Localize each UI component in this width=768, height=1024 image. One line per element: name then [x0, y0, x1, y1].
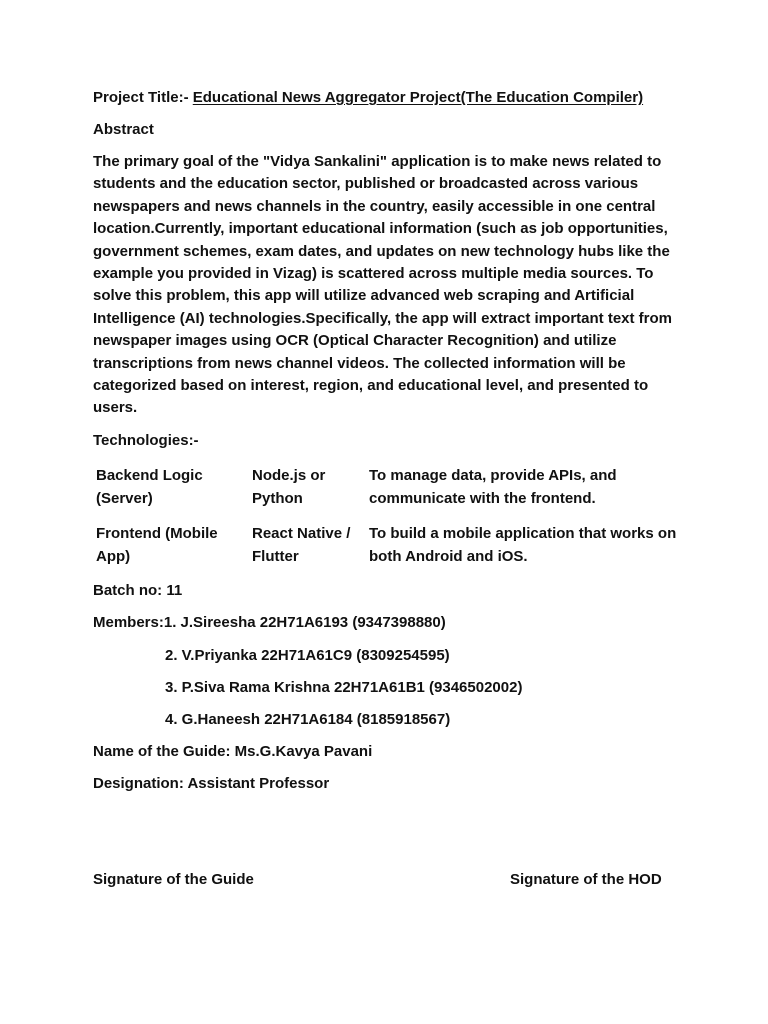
signature-hod: Signature of the HOD [510, 871, 662, 888]
project-title [93, 89, 643, 106]
signature-guide: Signature of the Guide [93, 871, 254, 888]
batch-number: Batch no: 11 [93, 582, 183, 599]
abstract-text: The primary goal of the "Vidya Sankalini" application is to make news related to students and the education sector, published or broadcasted across various newspapers and news channels in the country, easily accessible in one central location.Currently, important educational information (such as job opportunities, government schemes, exam dates, and updates on new technology hubs like the example you provided in Vizag) is scattered across multiple media sources. To solve this problem, this app will utilize advanced web scraping and Artificial Intelligence (AI) technologies.Specifically, the app will extract important text from newspaper images using OCR (Optical Character Recognition) and utilize transcriptions from news channel videos. The collected information will be categorized based on interest, region, and educational level, and presented to users. [93, 153, 673, 417]
table-cell-tech: Node.js or Python [252, 467, 326, 507]
member-item: 4. G.Haneesh 22H71A6184 (8185918567) [165, 711, 451, 728]
table-cell-purpose: To build a mobile application that works on both Android and iOS. [369, 525, 677, 565]
member-item: 2. V.Priyanka 22H71A61C9 (8309254595) [165, 647, 450, 664]
abstract-heading: Abstract [93, 121, 154, 138]
project-title-label: Project Title:- [93, 89, 193, 106]
guide-name: Name of the Guide: Ms.G.Kavya Pavani [93, 743, 373, 760]
project-title-value: Educational News Aggregator Project(The Education Compiler) [192, 89, 644, 106]
guide-designation: Designation: Assistant Professor [93, 775, 330, 792]
member-item: 3. P.Siva Rama Krishna 22H71A61B1 (9346502002) [165, 679, 523, 696]
table-cell-purpose: To manage data, provide APIs, and communicate with the frontend. [369, 467, 617, 507]
table-cell-tech: React Native / Flutter [252, 525, 351, 565]
table-cell-component: Frontend (Mobile App) [96, 525, 218, 565]
technologies-heading: Technologies:- [93, 432, 199, 449]
table-cell-component: Backend Logic (Server) [96, 467, 203, 507]
member-item: Members:1. J.Sireesha 22H71A6193 (9347398880) [93, 614, 446, 631]
